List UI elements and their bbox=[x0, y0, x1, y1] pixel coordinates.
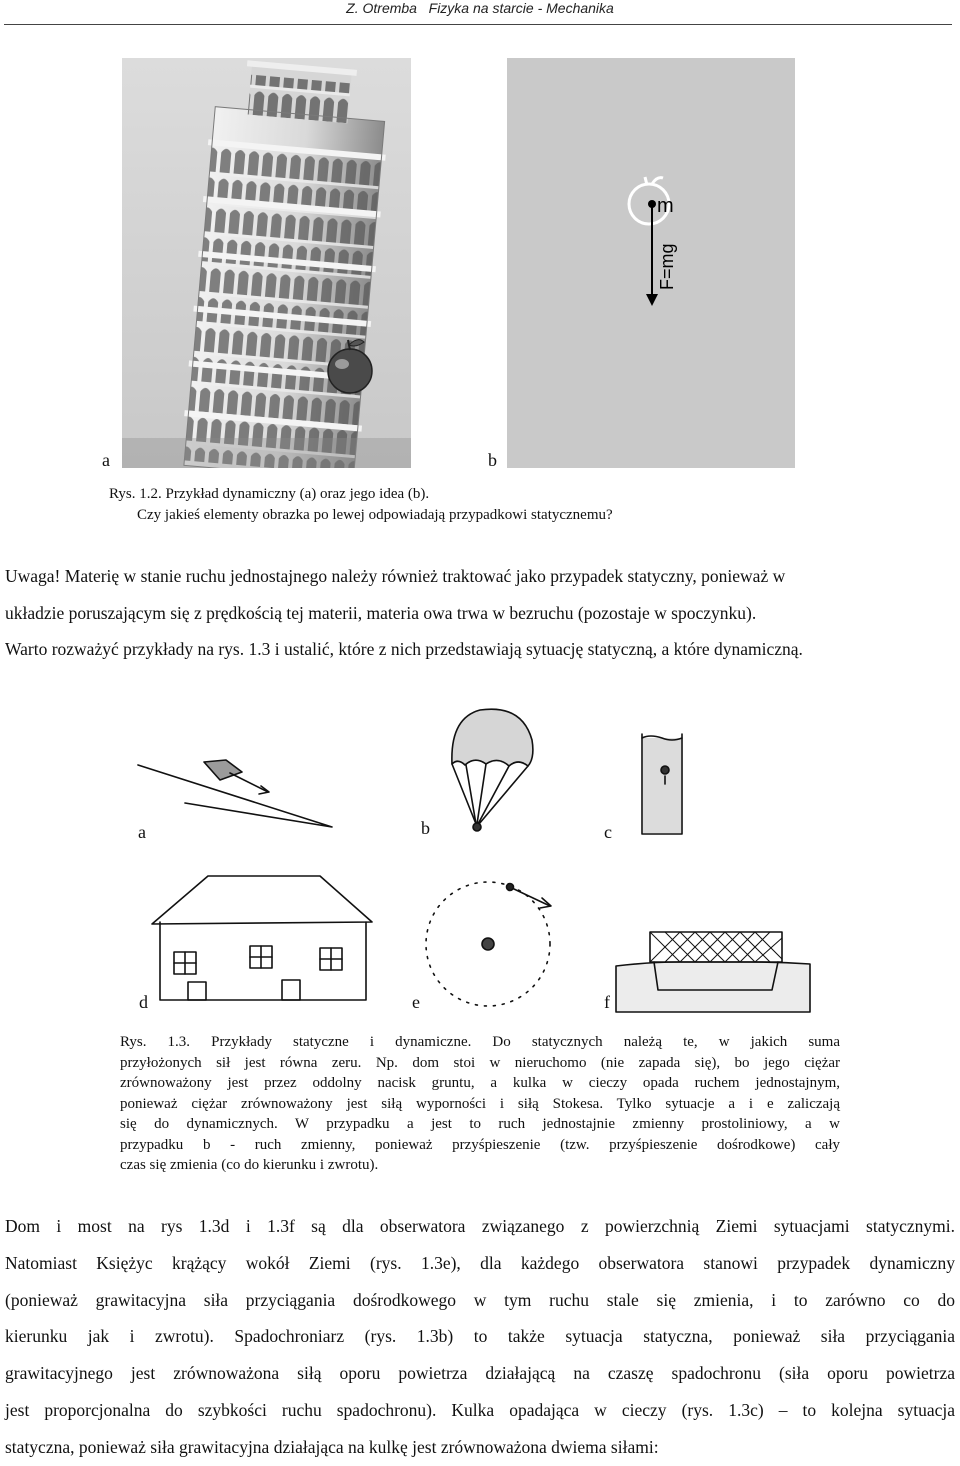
figure-1-3-label-d: d bbox=[139, 992, 148, 1012]
note-line: Warto rozważyć przykłady na rys. 1.3 i ustalić, które z nich przedstawiają sytuację statyczną, a które dynamiczną. bbox=[5, 639, 803, 659]
figure-1-3-label-a: a bbox=[138, 822, 146, 842]
orbit-drawing bbox=[426, 882, 551, 1006]
force-label: F=mg bbox=[657, 243, 677, 290]
inclined-plane-drawing bbox=[138, 760, 332, 827]
body-line: (ponieważ grawitacyjna siła przyciągania dośrodkowego w tym ruchu stale się zmienia, i to zarówno co do bbox=[5, 1289, 955, 1310]
figure-1-3-label-e: e bbox=[412, 992, 420, 1012]
note-line: układzie poruszającym się z prędkością tej materii, materia owa trwa w bezruchu (pozostaje w spoczynku). bbox=[5, 602, 757, 623]
mass-label: m bbox=[657, 195, 674, 217]
figure-1-2-label-b: b bbox=[488, 450, 497, 470]
caption-line: czas się zmienia (co do kierunku i zwrotu). bbox=[120, 1157, 379, 1173]
header-author: Z. Otremba bbox=[346, 0, 417, 16]
note-line: Uwaga! Materię w stanie ruchu jednostajnego należy również traktować jako przypadek statyczny, ponieważ w bbox=[5, 566, 786, 586]
caption-line: się do dynamicznych. W przypadku a jest to ruch jednostajnie zmienny prostoliniowy, a w bbox=[120, 1116, 840, 1132]
body-line: grawitacyjnego jest zrównoważona siłą oporu powietrza działającą na czaszę spadochronu (siła oporu powietrza bbox=[5, 1363, 955, 1384]
leaning-tower-photo bbox=[122, 58, 411, 468]
figure-1-3-caption bbox=[120, 1032, 840, 1176]
figure-1-3-label-c: c bbox=[604, 822, 612, 842]
figure-1-2-label-a: a bbox=[102, 450, 110, 470]
leaning-tower-illustration bbox=[122, 58, 411, 468]
house-drawing bbox=[152, 876, 372, 1000]
parachute-drawing bbox=[452, 709, 533, 831]
figure-1-2-caption-line1: Rys. 1.2. Przykład dynamiczny (a) oraz jego idea (b). bbox=[109, 486, 430, 502]
bridge-drawing bbox=[616, 932, 810, 1012]
mass-point bbox=[648, 200, 656, 208]
force-diagram bbox=[507, 58, 795, 468]
figure-1-2-caption-line2: Czy jakieś elementy obrazka po lewej odpowiadają przypadkowi statycznemu? bbox=[137, 507, 613, 523]
caption-line: zrównoważony jest przez oddolny nacisk gruntu, a kulka w cieczy opada ruchem jednostajnym, bbox=[120, 1075, 840, 1091]
header-rule bbox=[4, 24, 952, 25]
body-line: Dom i most na rys 1.3d i 1.3f są dla obserwatora związanego z powierzchnią Ziemi sytuacjami statycznymi. bbox=[5, 1216, 955, 1236]
body-line: kierunku jak i zwrotu). Spadochroniarz (rys. 1.3b) to także sytuacja statyczna, ponieważ siła przyciągania bbox=[5, 1326, 955, 1347]
caption-line: przypadku b - ruch zmienny, ponieważ przyśpieszenie (tzw. przyśpieszenie dośrodkowe) cały bbox=[120, 1136, 840, 1153]
header-title: Fizyka na starcie - Mechanika bbox=[428, 0, 614, 16]
force-arrow-head bbox=[646, 294, 658, 306]
caption-line: przyłożonych sił jest równa zeru. Np. dom stoi w nieruchomo (nie zapada się), bo jego ciężar bbox=[120, 1054, 840, 1071]
liquid-column-drawing bbox=[642, 734, 682, 834]
body-line: statyczna, ponieważ siła grawitacyjna działająca na kulkę jest zrównoważona dwiema siłami: bbox=[5, 1436, 659, 1457]
idea-panel bbox=[507, 58, 795, 468]
body-line: jest proporcjonalna do szybkości ruchu spadochronu). Kulka opadająca w cieczy (rys. 1.3c) – to kolejna sytuacja bbox=[5, 1399, 955, 1420]
caption-line: Rys. 1.3. Przykłady statyczne i dynamiczne. Do statycznych należą te, w jakich suma bbox=[120, 1034, 840, 1050]
body-line: Natomiast Księżyc krążący wokół Ziemi (rys. 1.3e), dla każdego obserwatora stanowi przypadek dynamiczny bbox=[5, 1252, 955, 1273]
figure-1-3-label-f: f bbox=[604, 992, 610, 1012]
running-header bbox=[0, 0, 960, 22]
body-paragraph bbox=[5, 1208, 955, 1466]
figure-1-3-label-b: b bbox=[421, 818, 430, 838]
figure-1-3-drawings bbox=[130, 700, 820, 1030]
caption-line: ponieważ ciężar zrównoważony jest siłą wyporności i siłą Stokesa. Tylko sytuacje a i e zaliczają bbox=[120, 1095, 840, 1112]
note-paragraph bbox=[5, 558, 955, 668]
